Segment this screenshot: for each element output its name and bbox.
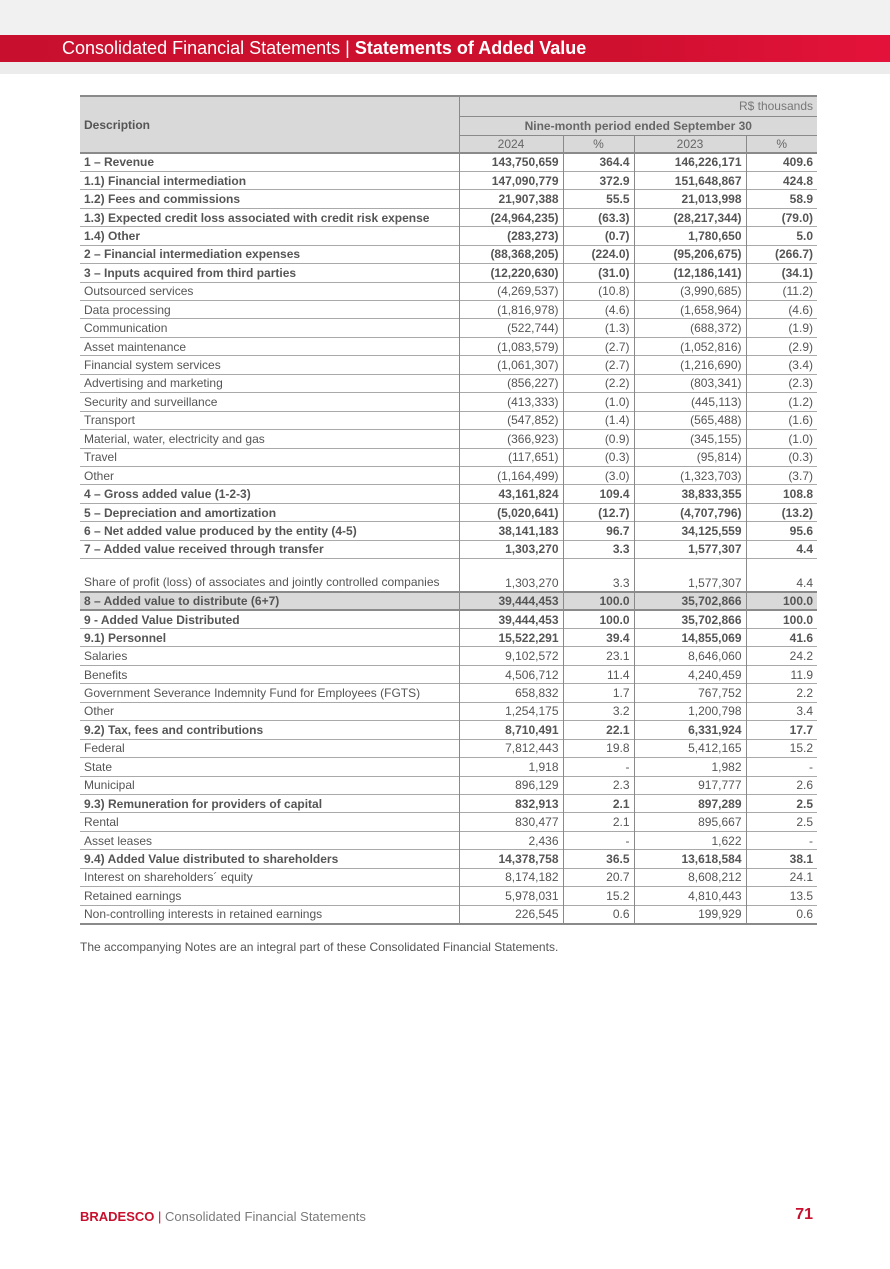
table-row [80, 448, 817, 466]
row-pct-2024: (0.9) [563, 430, 634, 448]
row-value-2024: (856,227) [459, 374, 563, 392]
row-pct-2023: (1.9) [746, 319, 817, 337]
row-value-2024: (1,083,579) [459, 337, 563, 355]
table-row [80, 319, 817, 337]
row-pct-2024: 22.1 [563, 721, 634, 739]
table-row [80, 905, 817, 923]
row-pct-2024: 23.1 [563, 647, 634, 665]
row-description: Security and surveillance [80, 393, 459, 411]
row-description: 1.4) Other [80, 227, 459, 245]
row-value-2024: 7,812,443 [459, 739, 563, 757]
row-pct-2024: 1.7 [563, 684, 634, 702]
row-value-2024: (24,964,235) [459, 208, 563, 226]
row-value-2024: (1,816,978) [459, 301, 563, 319]
row-description: 9.3) Remuneration for providers of capital [80, 794, 459, 812]
table-row [80, 430, 817, 448]
table-row [80, 227, 817, 245]
row-description: 3 – Inputs acquired from third parties [80, 264, 459, 282]
table-row [80, 610, 817, 628]
row-value-2023: (1,323,703) [634, 466, 746, 484]
row-value-2024: 4,506,712 [459, 665, 563, 683]
row-value-2024: (522,744) [459, 319, 563, 337]
row-value-2024: 8,710,491 [459, 721, 563, 739]
header-underline-strip [0, 62, 890, 74]
row-description: Benefits [80, 665, 459, 683]
row-value-2024: (1,061,307) [459, 356, 563, 374]
table-row [80, 264, 817, 282]
table-row [80, 850, 817, 868]
row-pct-2023: 41.6 [746, 629, 817, 647]
row-value-2023: 767,752 [634, 684, 746, 702]
row-description: Advertising and marketing [80, 374, 459, 392]
row-pct-2023: (34.1) [746, 264, 817, 282]
row-value-2023: (565,488) [634, 411, 746, 429]
row-pct-2024: (3.0) [563, 466, 634, 484]
row-value-2023: (12,186,141) [634, 264, 746, 282]
row-pct-2023: 4.4 [746, 540, 817, 558]
row-pct-2023: 58.9 [746, 190, 817, 208]
row-value-2024: (117,651) [459, 448, 563, 466]
row-value-2024: 1,303,270 [459, 540, 563, 558]
row-pct-2023: 2.5 [746, 794, 817, 812]
table-row [80, 393, 817, 411]
row-pct-2024: 364.4 [563, 153, 634, 171]
table-row [80, 739, 817, 757]
row-value-2024: (366,923) [459, 430, 563, 448]
row-pct-2024: (1.4) [563, 411, 634, 429]
row-pct-2024: 20.7 [563, 868, 634, 886]
row-value-2023: 35,702,866 [634, 610, 746, 628]
row-value-2023: (3,990,685) [634, 282, 746, 300]
row-pct-2023: (2.3) [746, 374, 817, 392]
table-row [80, 503, 817, 521]
table-row [80, 559, 817, 592]
row-description: 1.2) Fees and commissions [80, 190, 459, 208]
row-value-2024: 43,161,824 [459, 485, 563, 503]
row-pct-2024: (10.8) [563, 282, 634, 300]
row-description: 1.3) Expected credit loss associated with credit risk expense [80, 208, 459, 226]
row-pct-2024: 96.7 [563, 522, 634, 540]
row-pct-2023: (3.7) [746, 466, 817, 484]
table-row [80, 665, 817, 683]
row-pct-2024: 11.4 [563, 665, 634, 683]
row-pct-2023: 108.8 [746, 485, 817, 503]
row-pct-2023: 3.4 [746, 702, 817, 720]
page-top-strip [0, 0, 890, 35]
row-pct-2024: (4.6) [563, 301, 634, 319]
row-value-2024: (413,333) [459, 393, 563, 411]
row-pct-2023: 100.0 [746, 592, 817, 610]
row-value-2024: (1,164,499) [459, 466, 563, 484]
row-value-2024: (4,269,537) [459, 282, 563, 300]
header-banner [0, 35, 890, 62]
table-row [80, 647, 817, 665]
row-pct-2023: 15.2 [746, 739, 817, 757]
row-description: 2 – Financial intermediation expenses [80, 245, 459, 263]
row-value-2023: 1,780,650 [634, 227, 746, 245]
row-description: 6 – Net added value produced by the entity (4-5) [80, 522, 459, 540]
row-pct-2024: 39.4 [563, 629, 634, 647]
row-pct-2023: 424.8 [746, 171, 817, 189]
row-pct-2024: 100.0 [563, 592, 634, 610]
table-row [80, 629, 817, 647]
table-body [80, 153, 817, 924]
table-row [80, 208, 817, 226]
row-pct-2024: 3.3 [563, 540, 634, 558]
row-value-2023: (1,658,964) [634, 301, 746, 319]
row-description: Communication [80, 319, 459, 337]
row-pct-2023: 0.6 [746, 905, 817, 923]
row-pct-2023: (1.6) [746, 411, 817, 429]
row-pct-2024: (0.7) [563, 227, 634, 245]
row-pct-2024: (2.2) [563, 374, 634, 392]
table-row [80, 522, 817, 540]
row-value-2024: 1,303,270 [459, 559, 563, 592]
table-row [80, 153, 817, 171]
table-row [80, 813, 817, 831]
row-value-2024: 896,129 [459, 776, 563, 794]
row-value-2024: (547,852) [459, 411, 563, 429]
table-row [80, 356, 817, 374]
table-row [80, 721, 817, 739]
row-pct-2023: 4.4 [746, 559, 817, 592]
table-row [80, 190, 817, 208]
row-value-2023: 8,646,060 [634, 647, 746, 665]
row-pct-2024: (2.7) [563, 337, 634, 355]
row-description: Travel [80, 448, 459, 466]
table-row [80, 758, 817, 776]
col-header-pct-2024: % [563, 135, 634, 153]
page-number: 71 [795, 1206, 813, 1223]
row-value-2023: 199,929 [634, 905, 746, 923]
row-pct-2024: 36.5 [563, 850, 634, 868]
row-pct-2023: 13.5 [746, 887, 817, 905]
row-description: State [80, 758, 459, 776]
row-value-2023: 151,648,867 [634, 171, 746, 189]
row-description: Salaries [80, 647, 459, 665]
header-divider: | [340, 38, 355, 58]
row-description: 5 – Depreciation and amortization [80, 503, 459, 521]
row-value-2023: 1,577,307 [634, 559, 746, 592]
row-pct-2024: 55.5 [563, 190, 634, 208]
added-value-table [80, 95, 817, 925]
row-pct-2023: 2.6 [746, 776, 817, 794]
row-pct-2024: 2.3 [563, 776, 634, 794]
row-value-2024: 21,907,388 [459, 190, 563, 208]
row-description: Other [80, 466, 459, 484]
row-pct-2023: - [746, 831, 817, 849]
row-value-2023: 917,777 [634, 776, 746, 794]
row-description: 9.1) Personnel [80, 629, 459, 647]
row-value-2024: (12,220,630) [459, 264, 563, 282]
unit-label: R$ thousands [459, 96, 817, 116]
row-description: 8 – Added value to distribute (6+7) [80, 592, 459, 610]
col-header-2024: 2024 [459, 135, 563, 153]
row-description: 1 – Revenue [80, 153, 459, 171]
footer-divider: | [154, 1209, 166, 1224]
row-description: Share of profit (loss) of associates and jointly controlled companies [80, 559, 459, 592]
row-value-2023: 4,240,459 [634, 665, 746, 683]
period-header: Nine-month period ended September 30 [459, 116, 817, 135]
col-header-pct-2023: % [746, 135, 817, 153]
footer [80, 1209, 366, 1224]
row-pct-2024: 3.2 [563, 702, 634, 720]
row-description: Transport [80, 411, 459, 429]
row-description: Data processing [80, 301, 459, 319]
row-pct-2023: (13.2) [746, 503, 817, 521]
row-value-2024: 143,750,659 [459, 153, 563, 171]
table-row [80, 794, 817, 812]
row-pct-2023: 17.7 [746, 721, 817, 739]
col-header-2023: 2023 [634, 135, 746, 153]
row-value-2024: 147,090,779 [459, 171, 563, 189]
row-value-2024: 1,918 [459, 758, 563, 776]
row-description: Outsourced services [80, 282, 459, 300]
row-pct-2023: 2.2 [746, 684, 817, 702]
row-pct-2024: (31.0) [563, 264, 634, 282]
row-pct-2023: 11.9 [746, 665, 817, 683]
row-description: 9 - Added Value Distributed [80, 610, 459, 628]
table-row [80, 282, 817, 300]
row-value-2023: 1,622 [634, 831, 746, 849]
row-description: Interest on shareholders´ equity [80, 868, 459, 886]
row-pct-2024: - [563, 831, 634, 849]
row-description: Non-controlling interests in retained earnings [80, 905, 459, 923]
row-pct-2024: (1.3) [563, 319, 634, 337]
row-pct-2024: (224.0) [563, 245, 634, 263]
row-value-2023: 1,200,798 [634, 702, 746, 720]
row-description: Material, water, electricity and gas [80, 430, 459, 448]
table-row [80, 301, 817, 319]
row-pct-2024: (12.7) [563, 503, 634, 521]
row-value-2023: 6,331,924 [634, 721, 746, 739]
row-value-2023: (1,052,816) [634, 337, 746, 355]
row-value-2024: 9,102,572 [459, 647, 563, 665]
table-row [80, 374, 817, 392]
row-value-2023: 897,289 [634, 794, 746, 812]
table-row [80, 485, 817, 503]
row-pct-2024: 19.8 [563, 739, 634, 757]
row-pct-2023: (0.3) [746, 448, 817, 466]
row-pct-2023: (1.2) [746, 393, 817, 411]
table-row [80, 245, 817, 263]
row-pct-2023: - [746, 758, 817, 776]
row-value-2023: (95,206,675) [634, 245, 746, 263]
page-title [62, 35, 586, 62]
footer-subtitle: Consolidated Financial Statements [165, 1209, 366, 1224]
row-description: Federal [80, 739, 459, 757]
row-pct-2023: 100.0 [746, 610, 817, 628]
row-value-2023: 21,013,998 [634, 190, 746, 208]
row-pct-2024: (63.3) [563, 208, 634, 226]
row-value-2024: 1,254,175 [459, 702, 563, 720]
row-value-2023: (688,372) [634, 319, 746, 337]
row-value-2024: (5,020,641) [459, 503, 563, 521]
table-row [80, 337, 817, 355]
row-description: Other [80, 702, 459, 720]
row-pct-2023: (1.0) [746, 430, 817, 448]
table-row [80, 592, 817, 610]
row-pct-2024: 109.4 [563, 485, 634, 503]
row-description: Retained earnings [80, 887, 459, 905]
row-value-2023: 1,982 [634, 758, 746, 776]
row-value-2024: (88,368,205) [459, 245, 563, 263]
row-pct-2024: (1.0) [563, 393, 634, 411]
row-value-2024: 658,832 [459, 684, 563, 702]
row-pct-2023: 2.5 [746, 813, 817, 831]
row-value-2024: (283,273) [459, 227, 563, 245]
row-pct-2024: 100.0 [563, 610, 634, 628]
table-row [80, 831, 817, 849]
row-value-2024: 39,444,453 [459, 592, 563, 610]
row-value-2023: 4,810,443 [634, 887, 746, 905]
footnote: The accompanying Notes are an integral part of these Consolidated Financial Statements. [80, 940, 559, 954]
row-pct-2024: 0.6 [563, 905, 634, 923]
row-value-2024: 38,141,183 [459, 522, 563, 540]
row-value-2023: (345,155) [634, 430, 746, 448]
row-value-2023: 8,608,212 [634, 868, 746, 886]
row-description: 1.1) Financial intermediation [80, 171, 459, 189]
row-pct-2023: (11.2) [746, 282, 817, 300]
table-row [80, 868, 817, 886]
row-description: 7 – Added value received through transfer [80, 540, 459, 558]
row-pct-2023: (3.4) [746, 356, 817, 374]
description-header: Description [80, 96, 459, 153]
row-pct-2023: (2.9) [746, 337, 817, 355]
row-pct-2024: 15.2 [563, 887, 634, 905]
row-value-2024: 8,174,182 [459, 868, 563, 886]
row-pct-2024: (0.3) [563, 448, 634, 466]
row-description: Asset maintenance [80, 337, 459, 355]
row-pct-2023: (79.0) [746, 208, 817, 226]
row-value-2023: 13,618,584 [634, 850, 746, 868]
row-pct-2023: 95.6 [746, 522, 817, 540]
row-value-2023: 1,577,307 [634, 540, 746, 558]
row-value-2023: (803,341) [634, 374, 746, 392]
table-row [80, 171, 817, 189]
row-value-2024: 39,444,453 [459, 610, 563, 628]
row-value-2023: 38,833,355 [634, 485, 746, 503]
row-pct-2024: - [563, 758, 634, 776]
row-description: 9.4) Added Value distributed to shareholders [80, 850, 459, 868]
row-value-2023: (95,814) [634, 448, 746, 466]
table-row [80, 684, 817, 702]
row-value-2023: 35,702,866 [634, 592, 746, 610]
row-pct-2024: 2.1 [563, 813, 634, 831]
row-pct-2023: 5.0 [746, 227, 817, 245]
table-row [80, 411, 817, 429]
row-value-2023: (1,216,690) [634, 356, 746, 374]
row-description: Financial system services [80, 356, 459, 374]
row-description: Rental [80, 813, 459, 831]
row-pct-2024: 372.9 [563, 171, 634, 189]
row-pct-2023: 409.6 [746, 153, 817, 171]
row-value-2023: (445,113) [634, 393, 746, 411]
row-pct-2023: 38.1 [746, 850, 817, 868]
row-pct-2024: 3.3 [563, 559, 634, 592]
row-description: 4 – Gross added value (1-2-3) [80, 485, 459, 503]
row-description: Asset leases [80, 831, 459, 849]
header-section: Consolidated Financial Statements [62, 38, 341, 58]
row-description: Government Severance Indemnity Fund for Employees (FGTS) [80, 684, 459, 702]
row-pct-2024: (2.7) [563, 356, 634, 374]
row-value-2024: 2,436 [459, 831, 563, 849]
row-pct-2023: 24.1 [746, 868, 817, 886]
row-value-2023: 895,667 [634, 813, 746, 831]
footer-brand: BRADESCO [80, 1209, 155, 1224]
table-row [80, 887, 817, 905]
table-row [80, 466, 817, 484]
row-value-2023: 34,125,559 [634, 522, 746, 540]
table-row [80, 540, 817, 558]
row-value-2023: 146,226,171 [634, 153, 746, 171]
row-value-2023: 14,855,069 [634, 629, 746, 647]
row-pct-2023: (4.6) [746, 301, 817, 319]
row-value-2024: 830,477 [459, 813, 563, 831]
row-value-2023: (28,217,344) [634, 208, 746, 226]
header-title: Statements of Added Value [354, 38, 587, 58]
row-value-2023: (4,707,796) [634, 503, 746, 521]
row-value-2024: 5,978,031 [459, 887, 563, 905]
row-value-2024: 226,545 [459, 905, 563, 923]
row-value-2024: 15,522,291 [459, 629, 563, 647]
row-pct-2024: 2.1 [563, 794, 634, 812]
row-value-2023: 5,412,165 [634, 739, 746, 757]
row-value-2024: 832,913 [459, 794, 563, 812]
row-description: Municipal [80, 776, 459, 794]
row-pct-2023: 24.2 [746, 647, 817, 665]
table-row [80, 702, 817, 720]
row-value-2024: 14,378,758 [459, 850, 563, 868]
table-row [80, 776, 817, 794]
row-pct-2023: (266.7) [746, 245, 817, 263]
row-description: 9.2) Tax, fees and contributions [80, 721, 459, 739]
